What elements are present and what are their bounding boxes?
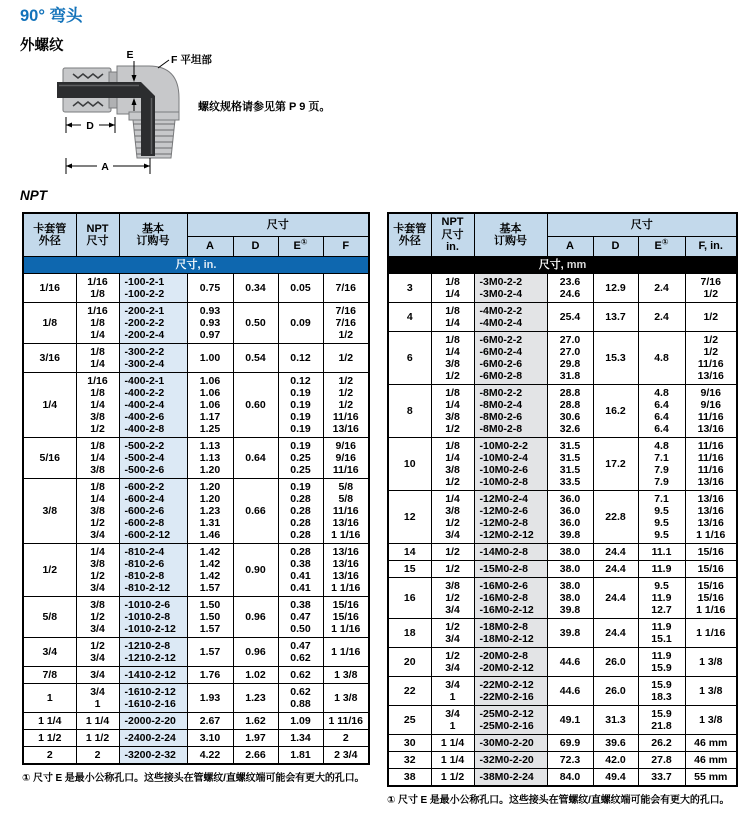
cell-od: 2 [23, 747, 76, 765]
cell-order: -32M0-2-20 [474, 752, 547, 769]
cell-d: 0.66 [233, 479, 278, 544]
cell-e: 0.12 [278, 344, 323, 373]
cell-od: 32 [388, 752, 431, 769]
cell-e: 15.9 18.3 [638, 677, 685, 706]
band-label: 尺寸, [538, 258, 564, 271]
cell-a: 38.0 [547, 561, 593, 578]
cell-d: 0.34 [233, 274, 278, 303]
table-row [23, 274, 369, 303]
cell-f: 13/16 13/16 13/16 1 1/16 [323, 544, 369, 597]
cell-f: 2 [323, 730, 369, 747]
table-row [23, 747, 369, 765]
table-row [388, 648, 737, 677]
cell-order: -6M0-2-2 -6M0-2-4 -6M0-2-6 -6M0-2-8 [474, 332, 547, 385]
cell-od: 3/4 [23, 638, 76, 667]
col-header-f: F [323, 237, 369, 257]
table-row [388, 619, 737, 648]
cell-a: 1.06 1.06 1.06 1.17 1.25 [187, 373, 233, 438]
cell-d: 1.62 [233, 713, 278, 730]
cell-npt: 1 1/4 [76, 713, 119, 730]
inch-dimension-table [22, 212, 370, 765]
page-title: 90° 弯头 [20, 7, 83, 25]
inch-table-section [22, 212, 368, 784]
cell-order: -15M0-2-8 [474, 561, 547, 578]
cell-od: 1 [23, 684, 76, 713]
cell-npt: 3/4 1 [76, 684, 119, 713]
cell-a: 1.93 [187, 684, 233, 713]
cell-d: 49.4 [593, 769, 638, 787]
cell-f: 15/16 [685, 544, 737, 561]
cell-order: -1610-2-12 -1610-2-16 [119, 684, 187, 713]
cell-od: 1/4 [23, 373, 76, 438]
table-row [23, 713, 369, 730]
cell-od: 4 [388, 303, 431, 332]
cell-npt: 1/8 1/4 [431, 274, 474, 303]
cell-e: 1.09 [278, 713, 323, 730]
cell-od: 25 [388, 706, 431, 735]
table-row [388, 706, 737, 735]
cell-f: 11/16 11/16 11/16 13/16 [685, 438, 737, 491]
band-unit: in. [203, 258, 217, 271]
cell-od: 38 [388, 769, 431, 787]
cell-e: 27.8 [638, 752, 685, 769]
band-unit: mm [566, 258, 587, 271]
cell-od: 6 [388, 332, 431, 385]
cell-d: 24.4 [593, 544, 638, 561]
table-row [388, 769, 737, 787]
cell-order: -1410-2-12 [119, 667, 187, 684]
cell-a: 72.3 [547, 752, 593, 769]
cell-npt: 3/4 [76, 667, 119, 684]
cell-e: 11.9 15.9 [638, 648, 685, 677]
cell-d: 42.0 [593, 752, 638, 769]
cell-d: 0.96 [233, 638, 278, 667]
cell-a: 49.1 [547, 706, 593, 735]
cell-order: -500-2-2 -500-2-4 -500-2-6 [119, 438, 187, 479]
cell-f: 1/2 1/2 11/16 13/16 [685, 332, 737, 385]
cell-order: -12M0-2-4 -12M0-2-6 -12M0-2-8 -12M0-2-12 [474, 491, 547, 544]
cell-d: 39.6 [593, 735, 638, 752]
cell-npt: 3/4 1 [431, 677, 474, 706]
cell-npt: 1/8 1/4 [431, 303, 474, 332]
cell-a: 25.4 [547, 303, 593, 332]
cell-npt: 3/8 1/2 3/4 [431, 578, 474, 619]
cell-npt: 1/16 1/8 [76, 274, 119, 303]
table-row [23, 479, 369, 544]
cell-e: 0.62 0.88 [278, 684, 323, 713]
cell-order: -100-2-1 -100-2-2 [119, 274, 187, 303]
cell-od: 1 1/2 [23, 730, 76, 747]
cell-a: 1.42 1.42 1.42 1.57 [187, 544, 233, 597]
cell-f: 15/16 15/16 1 1/16 [323, 597, 369, 638]
col-header-order: 基本 订购号 [474, 213, 547, 257]
col-header-npt: NPT 尺寸 [76, 213, 119, 257]
cell-od: 20 [388, 648, 431, 677]
cell-od: 5/16 [23, 438, 76, 479]
cell-od: 22 [388, 677, 431, 706]
table-row [388, 677, 737, 706]
metric-table-section [387, 212, 737, 806]
dim-e-label: E [126, 49, 134, 61]
cell-a: 69.9 [547, 735, 593, 752]
cell-f: 15/16 [685, 561, 737, 578]
cell-d: 1.97 [233, 730, 278, 747]
cell-od: 3/8 [23, 479, 76, 544]
cell-npt: 1/16 1/8 1/4 3/8 1/2 [76, 373, 119, 438]
cell-a: 23.6 24.6 [547, 274, 593, 303]
cell-npt: 1/4 3/8 1/2 3/4 [431, 491, 474, 544]
cell-od: 16 [388, 578, 431, 619]
table-row [388, 332, 737, 385]
cell-od: 7/8 [23, 667, 76, 684]
cell-f: 55 mm [685, 769, 737, 787]
cell-a: 31.5 31.5 31.5 33.5 [547, 438, 593, 491]
table-row [388, 303, 737, 332]
cell-order: -8M0-2-2 -8M0-2-4 -8M0-2-6 -8M0-2-8 [474, 385, 547, 438]
cell-f: 7/16 7/16 1/2 [323, 303, 369, 344]
cell-f: 1 3/8 [685, 677, 737, 706]
cell-d: 0.64 [233, 438, 278, 479]
cell-npt: 3/8 1/2 3/4 [76, 597, 119, 638]
cell-od: 1/8 [23, 303, 76, 344]
cell-e: 11.9 [638, 561, 685, 578]
cell-order: -3200-2-32 [119, 747, 187, 765]
metric-dimension-table [387, 212, 738, 787]
cell-d: 26.0 [593, 648, 638, 677]
cell-npt: 1/2 3/4 [76, 638, 119, 667]
cell-npt: 3/4 1 [431, 706, 474, 735]
cell-npt: 1/16 1/8 1/4 [76, 303, 119, 344]
cell-npt: 2 [76, 747, 119, 765]
cell-a: 1.13 1.13 1.20 [187, 438, 233, 479]
cell-e: 15.9 21.8 [638, 706, 685, 735]
table-row [388, 491, 737, 544]
cell-order: -1010-2-6 -1010-2-8 -1010-2-12 [119, 597, 187, 638]
cell-d: 13.7 [593, 303, 638, 332]
cell-order: -300-2-2 -300-2-4 [119, 344, 187, 373]
cell-f: 1 3/8 [323, 684, 369, 713]
cell-order: -22M0-2-12 -22M0-2-16 [474, 677, 547, 706]
cell-f: 13/16 13/16 13/16 1 1/16 [685, 491, 737, 544]
cell-f: 7/16 1/2 [685, 274, 737, 303]
cell-e: 1.34 [278, 730, 323, 747]
cell-d: 2.66 [233, 747, 278, 765]
table-row [388, 438, 737, 491]
table-row [23, 667, 369, 684]
dim-a-arrow-right [144, 164, 150, 169]
table-row [23, 438, 369, 479]
cell-d: 24.4 [593, 561, 638, 578]
table-row [388, 735, 737, 752]
table-row [388, 274, 737, 303]
cell-order: -25M0-2-12 -25M0-2-16 [474, 706, 547, 735]
dim-a-arrow-left [66, 164, 72, 169]
table-row [388, 385, 737, 438]
cell-d: 22.8 [593, 491, 638, 544]
table-row [23, 544, 369, 597]
cell-order: -38M0-2-24 [474, 769, 547, 787]
cell-a: 1.00 [187, 344, 233, 373]
cell-a: 0.75 [187, 274, 233, 303]
cell-f: 9/16 9/16 11/16 13/16 [685, 385, 737, 438]
cell-f: 1 1/16 [323, 638, 369, 667]
cell-od: 3/16 [23, 344, 76, 373]
footnote: ① 尺寸 E 是最小公称孔口。这些接头在管螺纹/直螺纹端可能会有更大的孔口。 [387, 795, 730, 806]
cell-d: 1.23 [233, 684, 278, 713]
cell-e: 4.8 [638, 332, 685, 385]
cell-npt: 1/8 1/4 3/8 1/2 3/4 [76, 479, 119, 544]
cell-d: 26.0 [593, 677, 638, 706]
footnote-marker: ① [300, 237, 308, 247]
cell-a: 1.76 [187, 667, 233, 684]
cell-f: 1/2 [323, 344, 369, 373]
col-header-dims-group: 尺寸 [187, 213, 369, 237]
cell-od: 5/8 [23, 597, 76, 638]
cell-od: 1/2 [23, 544, 76, 597]
col-header-od: 卡套管 外径 [388, 213, 431, 257]
cell-a: 44.6 [547, 648, 593, 677]
cell-npt: 1/8 1/4 3/8 1/2 [431, 385, 474, 438]
cell-f: 46 mm [685, 752, 737, 769]
cell-e: 0.47 0.62 [278, 638, 323, 667]
cell-f: 1 3/8 [685, 706, 737, 735]
table-row [23, 638, 369, 667]
dim-d-label: D [86, 120, 94, 132]
cell-order: -600-2-2 -600-2-4 -600-2-6 -600-2-8 -600-2-12 [119, 479, 187, 544]
unit-band-inch [23, 257, 369, 274]
thread-spec-note: 螺纹规格请参见第 P 9 页。 [198, 101, 331, 113]
cell-npt: 1 1/2 [431, 769, 474, 787]
table-row [23, 373, 369, 438]
cell-e: 0.28 0.38 0.41 0.41 [278, 544, 323, 597]
cell-d: 0.96 [233, 597, 278, 638]
cell-od: 8 [388, 385, 431, 438]
col-header-e: E① [278, 237, 323, 257]
cell-f: 1 3/8 [685, 648, 737, 677]
col-header-order: 基本 订购号 [119, 213, 187, 257]
table-row [23, 344, 369, 373]
table-row [23, 730, 369, 747]
table-row [388, 561, 737, 578]
cell-e: 33.7 [638, 769, 685, 787]
cell-npt: 1/2 [431, 544, 474, 561]
footnote-marker: ① [661, 237, 669, 247]
cell-f: 5/8 5/8 11/16 13/16 1 1/16 [323, 479, 369, 544]
cell-f: 46 mm [685, 735, 737, 752]
cell-e: 4.8 7.1 7.9 7.9 [638, 438, 685, 491]
cell-d: 17.2 [593, 438, 638, 491]
table-row [388, 578, 737, 619]
footnote: ① 尺寸 E 是最小公称孔口。这些接头在管螺纹/直螺纹端可能会有更大的孔口。 [22, 773, 365, 784]
cell-e: 2.4 [638, 274, 685, 303]
cell-order: -14M0-2-8 [474, 544, 547, 561]
cell-e: 4.8 6.4 6.4 6.4 [638, 385, 685, 438]
dim-f-label: F 平坦部 [171, 54, 212, 66]
dim-d-arrow-right [109, 123, 115, 128]
cell-f: 2 3/4 [323, 747, 369, 765]
cell-d: 0.60 [233, 373, 278, 438]
cell-od: 30 [388, 735, 431, 752]
col-header-e: E① [638, 237, 685, 257]
col-header-d: D [593, 237, 638, 257]
cell-npt: 1 1/4 [431, 735, 474, 752]
cell-order: -18M0-2-8 -18M0-2-12 [474, 619, 547, 648]
cell-d: 1.02 [233, 667, 278, 684]
page-subtitle: 外螺纹 [20, 38, 64, 54]
cell-order: -16M0-2-6 -16M0-2-8 -16M0-2-12 [474, 578, 547, 619]
cell-e: 0.09 [278, 303, 323, 344]
cell-order: -2400-2-24 [119, 730, 187, 747]
cell-d: 0.54 [233, 344, 278, 373]
col-header-d: D [233, 237, 278, 257]
cell-npt: 1/8 1/4 3/8 [76, 438, 119, 479]
cell-e: 11.9 15.1 [638, 619, 685, 648]
dim-f-leader [158, 60, 169, 68]
cell-d: 15.3 [593, 332, 638, 385]
cell-f: 1/2 [685, 303, 737, 332]
cell-a: 39.8 [547, 619, 593, 648]
cell-a: 38.0 38.0 39.8 [547, 578, 593, 619]
series-label-npt: NPT [20, 188, 47, 203]
unit-band-mm [388, 257, 737, 274]
cell-order: -30M0-2-20 [474, 735, 547, 752]
cell-f: 1/2 1/2 1/2 11/16 13/16 [323, 373, 369, 438]
cell-d: 0.50 [233, 303, 278, 344]
cell-e: 11.1 [638, 544, 685, 561]
cell-a: 4.22 [187, 747, 233, 765]
cell-f: 1 1/16 [685, 619, 737, 648]
cell-e: 7.1 9.5 9.5 9.5 [638, 491, 685, 544]
cell-a: 28.8 28.8 30.6 32.6 [547, 385, 593, 438]
cell-od: 1/16 [23, 274, 76, 303]
cell-e: 26.2 [638, 735, 685, 752]
cell-od: 18 [388, 619, 431, 648]
cell-e: 0.19 0.25 0.25 [278, 438, 323, 479]
cell-order: -20M0-2-8 -20M0-2-12 [474, 648, 547, 677]
cell-d: 16.2 [593, 385, 638, 438]
cell-order: -400-2-1 -400-2-2 -400-2-4 -400-2-6 -400-2-8 [119, 373, 187, 438]
dim-d-arrow-left [66, 123, 72, 128]
cell-a: 36.0 36.0 36.0 39.8 [547, 491, 593, 544]
cell-e: 0.12 0.19 0.19 0.19 0.19 [278, 373, 323, 438]
cell-d: 24.4 [593, 619, 638, 648]
cell-od: 3 [388, 274, 431, 303]
cell-od: 14 [388, 544, 431, 561]
cell-a: 1.57 [187, 638, 233, 667]
cell-e: 0.38 0.47 0.50 [278, 597, 323, 638]
cell-order: -810-2-4 -810-2-6 -810-2-8 -810-2-12 [119, 544, 187, 597]
cell-od: 1 1/4 [23, 713, 76, 730]
cell-npt: 1 1/2 [76, 730, 119, 747]
cell-e: 0.05 [278, 274, 323, 303]
cell-a: 84.0 [547, 769, 593, 787]
cell-e: 0.19 0.28 0.28 0.28 0.28 [278, 479, 323, 544]
dim-a-label: A [101, 161, 109, 173]
cell-f: 9/16 9/16 11/16 [323, 438, 369, 479]
cell-a: 1.50 1.50 1.57 [187, 597, 233, 638]
cell-a: 0.93 0.93 0.97 [187, 303, 233, 344]
cell-a: 3.10 [187, 730, 233, 747]
elbow-fitting-diagram [55, 48, 235, 180]
cell-f: 1 3/8 [323, 667, 369, 684]
cell-e: 2.4 [638, 303, 685, 332]
table-row [388, 544, 737, 561]
cell-npt: 1/2 [431, 561, 474, 578]
cell-a: 38.0 [547, 544, 593, 561]
cell-e: 1.81 [278, 747, 323, 765]
cell-npt: 1/2 3/4 [431, 619, 474, 648]
cell-npt: 1/4 3/8 1/2 3/4 [76, 544, 119, 597]
cell-e: 9.5 11.9 12.7 [638, 578, 685, 619]
table-row [23, 684, 369, 713]
col-header-a: A [187, 237, 233, 257]
cell-od: 10 [388, 438, 431, 491]
col-header-a: A [547, 237, 593, 257]
cell-order: -4M0-2-2 -4M0-2-4 [474, 303, 547, 332]
cell-a: 44.6 [547, 677, 593, 706]
cell-a: 1.20 1.20 1.23 1.31 1.46 [187, 479, 233, 544]
col-header-dims-group: 尺寸 [547, 213, 737, 237]
cell-d: 24.4 [593, 578, 638, 619]
cell-od: 15 [388, 561, 431, 578]
cell-order: -10M0-2-2 -10M0-2-4 -10M0-2-6 -10M0-2-8 [474, 438, 547, 491]
cell-od: 12 [388, 491, 431, 544]
band-label: 尺寸, [175, 258, 201, 271]
cell-d: 0.90 [233, 544, 278, 597]
cell-order: -3M0-2-2 -3M0-2-4 [474, 274, 547, 303]
cell-npt: 1/8 1/4 3/8 1/2 [431, 332, 474, 385]
cell-order: -2000-2-20 [119, 713, 187, 730]
cell-a: 2.67 [187, 713, 233, 730]
col-header-npt: NPT 尺寸 in. [431, 213, 474, 257]
cell-d: 12.9 [593, 274, 638, 303]
cell-d: 31.3 [593, 706, 638, 735]
cell-f: 15/16 15/16 1 1/16 [685, 578, 737, 619]
cell-npt: 1 1/4 [431, 752, 474, 769]
table-row [23, 303, 369, 344]
cell-npt: 1/8 1/4 3/8 1/2 [431, 438, 474, 491]
table-row [388, 752, 737, 769]
cell-f: 7/16 [323, 274, 369, 303]
cell-f: 1 11/16 [323, 713, 369, 730]
cell-npt: 1/2 3/4 [431, 648, 474, 677]
cell-order: -1210-2-8 -1210-2-12 [119, 638, 187, 667]
col-header-od: 卡套管 外径 [23, 213, 76, 257]
cell-npt: 1/8 1/4 [76, 344, 119, 373]
cell-order: -200-2-1 -200-2-2 -200-2-4 [119, 303, 187, 344]
table-row [23, 597, 369, 638]
col-header-f: F, in. [685, 237, 737, 257]
cell-a: 27.0 27.0 29.8 31.8 [547, 332, 593, 385]
cell-e: 0.62 [278, 667, 323, 684]
